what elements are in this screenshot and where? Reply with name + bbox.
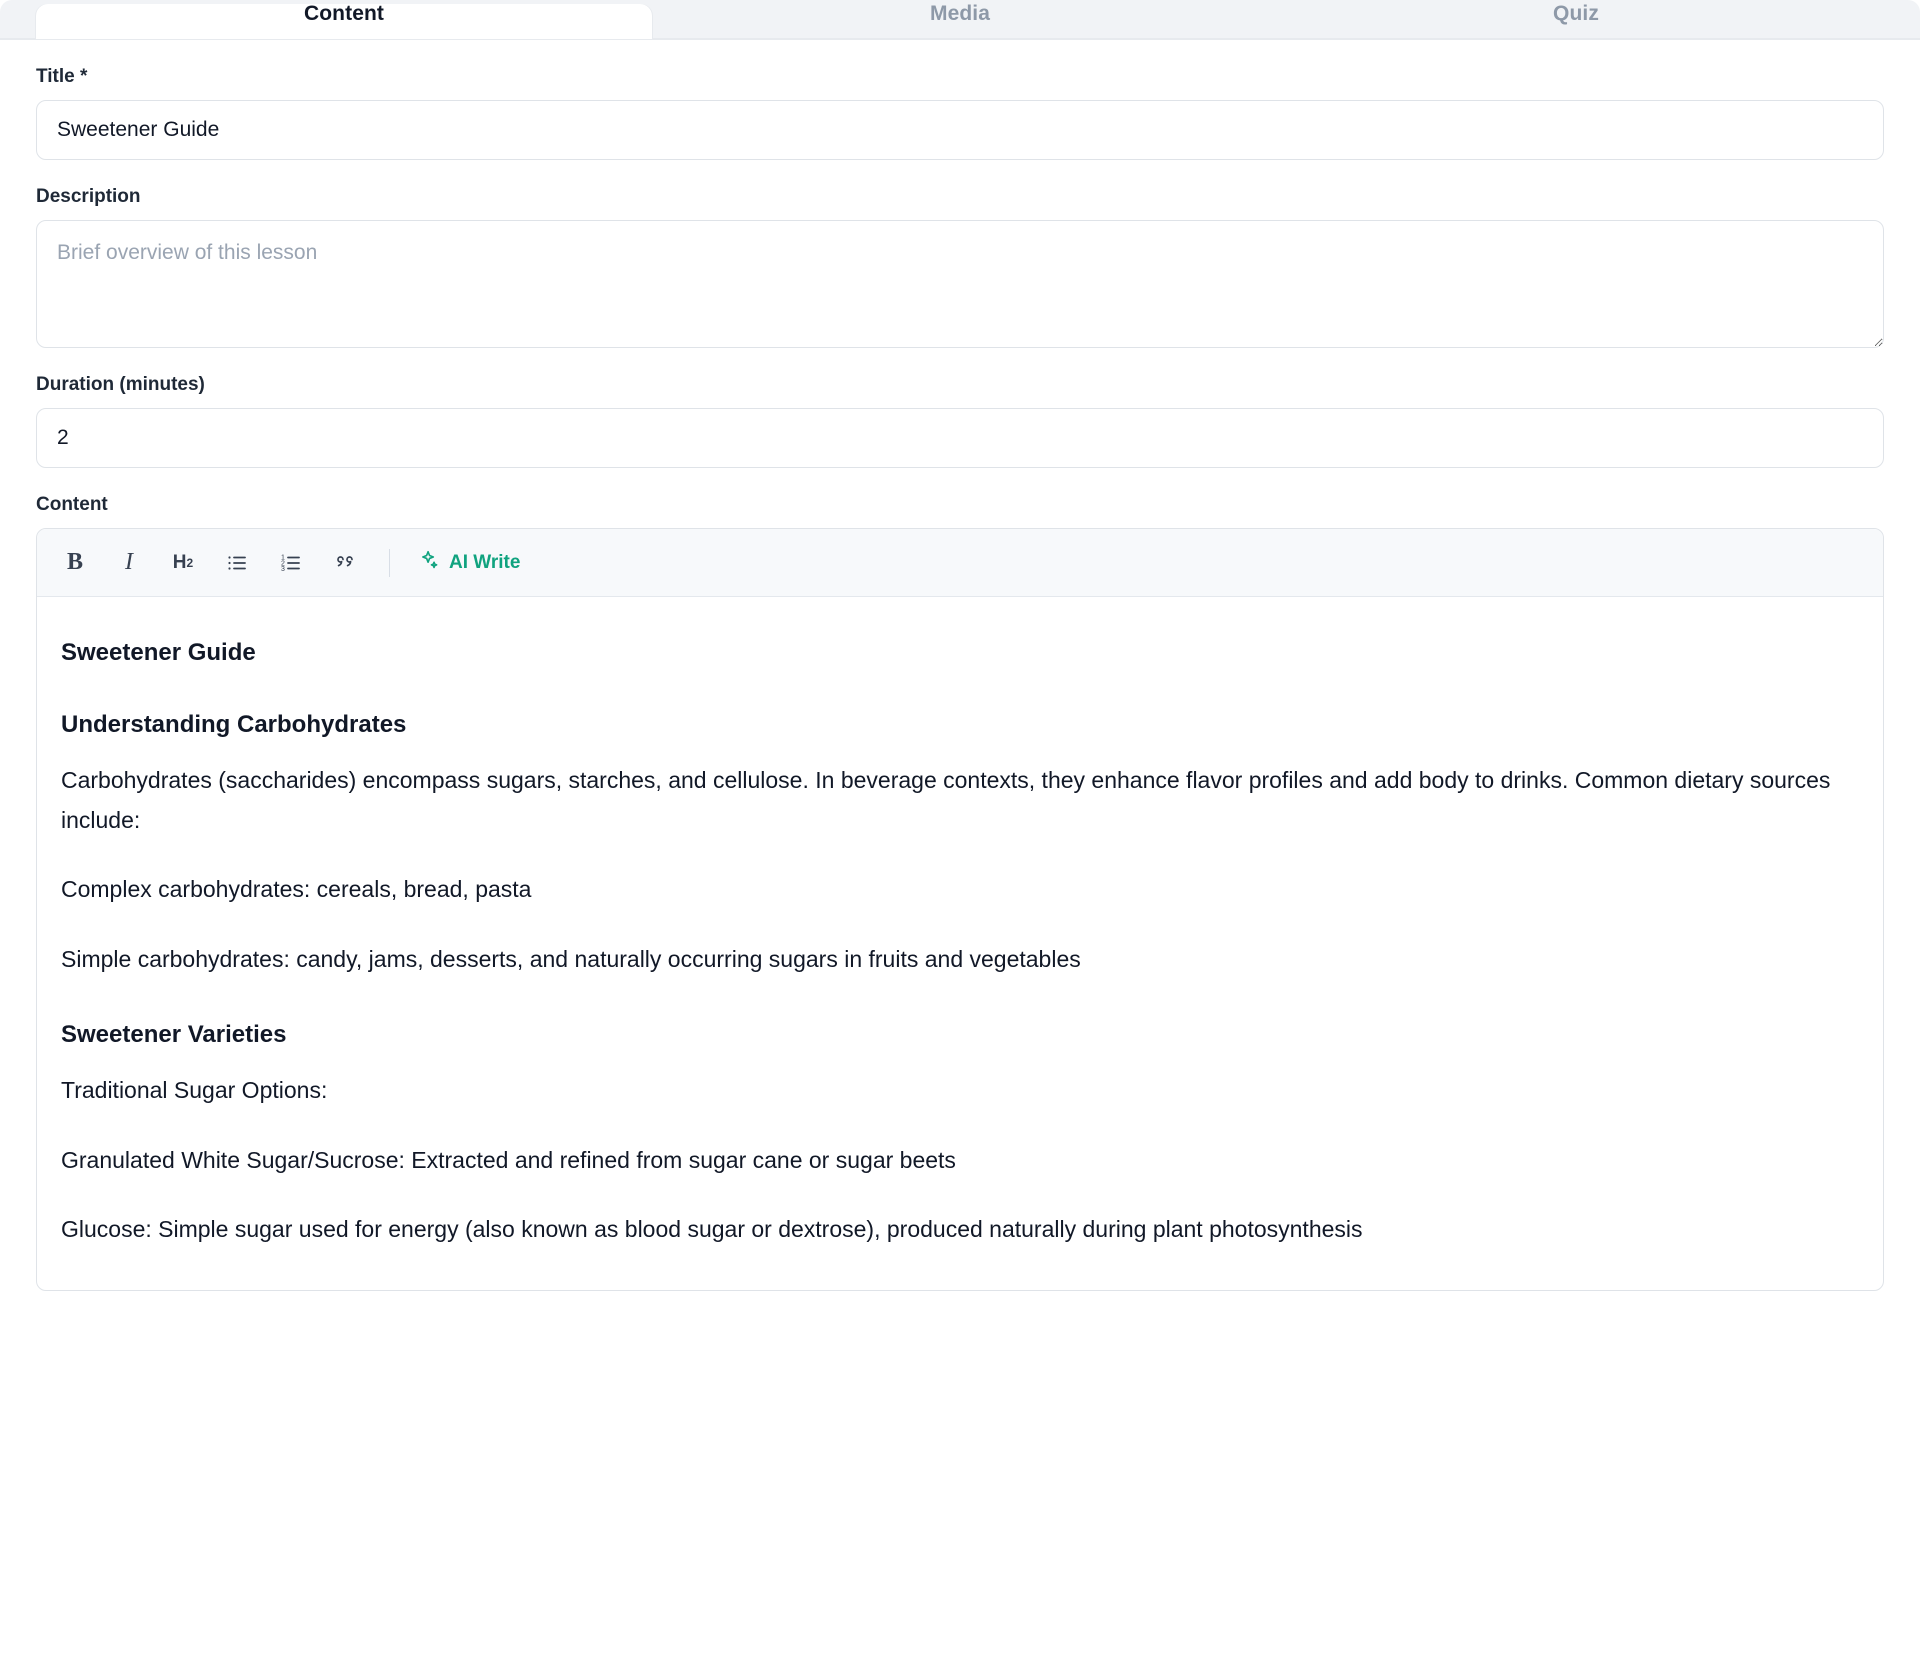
heading-2-icon[interactable] <box>159 541 207 585</box>
tab-content-label: Content <box>303 2 384 25</box>
section-2-paragraph-2: Granulated White Sugar/Sucrose: Extracted and refined from sugar cane or sugar beets <box>61 1146 956 1173</box>
editor-content-area[interactable] <box>37 597 1883 1290</box>
tab-quiz-label: Quiz <box>1553 2 1599 25</box>
duration-input[interactable] <box>36 408 1884 468</box>
bullet-list-icon[interactable] <box>213 541 261 585</box>
bold-icon[interactable]: B <box>51 541 99 585</box>
heading-letter: H <box>172 551 187 573</box>
ai-write-label: AI Write <box>449 551 521 573</box>
section-1-paragraph-3: Simple carbohydrates: candy, jams, desserts, and naturally occurring sugars in fruits and vegetables <box>61 945 1081 972</box>
duration-label: Duration (minutes) <box>36 374 205 395</box>
duration-field-group <box>36 374 1884 468</box>
svg-text:1: 1 <box>281 554 285 562</box>
italic-icon[interactable]: I <box>105 541 153 585</box>
tab-content[interactable] <box>36 4 652 40</box>
content-field-group <box>36 494 1884 1291</box>
toolbar-divider <box>389 549 390 577</box>
title-label: Title * <box>36 66 88 87</box>
tab-media-label: Media <box>929 2 990 25</box>
content-label: Content <box>36 494 108 515</box>
title-field-group <box>36 66 1884 160</box>
section-2-paragraph-1: Traditional Sugar Options: <box>61 1077 328 1104</box>
heading-level: 2 <box>186 555 194 570</box>
sparkle-icon <box>418 549 440 577</box>
blockquote-icon[interactable] <box>321 541 369 585</box>
description-field-group <box>36 186 1884 348</box>
section-2-paragraph-3: Glucose: Simple sugar used for energy (also known as blood sugar or dextrose), produced naturally during plant photosynthesis <box>61 1216 1363 1243</box>
description-label: Description <box>36 186 141 207</box>
svg-text:3: 3 <box>281 565 285 573</box>
numbered-list-icon[interactable] <box>267 541 315 585</box>
title-input[interactable] <box>36 100 1884 160</box>
editor-tabs <box>0 0 1920 40</box>
section-heading-2: Sweetener Varieties <box>61 1021 287 1049</box>
tab-quiz[interactable] <box>1268 4 1884 40</box>
document-heading: Sweetener Guide <box>61 639 256 666</box>
tab-media[interactable] <box>652 4 1268 40</box>
section-heading-1: Understanding Carbohydrates <box>61 711 407 738</box>
editor-toolbar <box>37 529 1883 597</box>
section-1-paragraph-2: Complex carbohydrates: cereals, bread, pasta <box>61 876 532 903</box>
section-1-paragraph-1: Carbohydrates (saccharides) encompass sugars, starches, and cellulose. In beverage contexts, they enhance flavor profiles and add body to drinks. Common dietary sources include: <box>61 767 1831 833</box>
ai-write-button[interactable] <box>410 543 528 583</box>
rich-text-editor <box>36 528 1884 1291</box>
description-textarea[interactable] <box>36 220 1884 348</box>
svg-text:2: 2 <box>281 559 285 567</box>
